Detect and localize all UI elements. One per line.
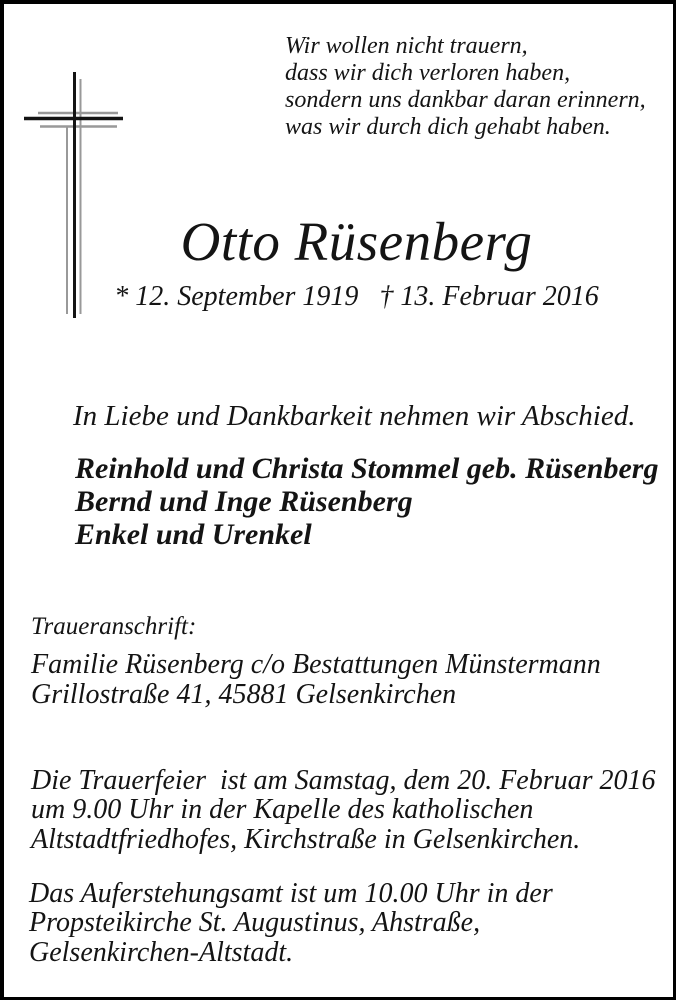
memorial-poem [285,33,646,141]
funeral-line: um 9.00 Uhr in der Kapelle des katholischen [31,794,534,826]
mourners-list [75,452,658,551]
farewell-intro: In Liebe und Dankbarkeit nehmen wir Abschied. [73,400,636,432]
mourning-address-block [31,612,601,709]
mass-line: Das Auferstehungsamt ist um 10.00 Uhr in der [29,878,553,909]
mourning-address-label: Traueranschrift: [31,613,197,640]
poem-line: was wir durch dich gehabt haben. [285,114,611,140]
life-dates: * 12. September 1919 † 13. Februar 2016 [114,281,599,312]
poem-line: dass wir dich verloren haben, [285,60,571,86]
poem-line: sondern uns dankbar daran erinnern, [285,87,646,113]
address-line: Familie Rüsenberg c/o Bestattungen Münstermann [31,649,601,680]
funeral-line: Die Trauerfeier ist am Samstag, dem 20. Februar 2016 [31,765,656,796]
resurrection-mass-info [29,879,553,967]
mourner-line: Enkel und Urenkel [75,518,312,551]
address-line: Grillostraße 41, 45881 Gelsenkirchen [31,678,457,710]
mourner-line: Bernd und Inge Rüsenberg [75,485,413,518]
mourner-line: Reinhold und Christa Stommel geb. Rüsenberg [75,452,659,485]
funeral-line: Altstadtfriedhofes, Kirchstraße in Gelsenkirchen. [31,823,581,855]
mourning-address-lines [31,650,601,709]
deceased-name: Otto Rüsenberg [180,211,533,272]
mass-line: Propsteikirche St. Augustinus, Ahstraße, [29,907,481,939]
funeral-service-info [31,766,656,854]
mass-line: Gelsenkirchen-Altstadt. [29,936,294,968]
poem-line: Wir wollen nicht trauern, [285,33,528,59]
